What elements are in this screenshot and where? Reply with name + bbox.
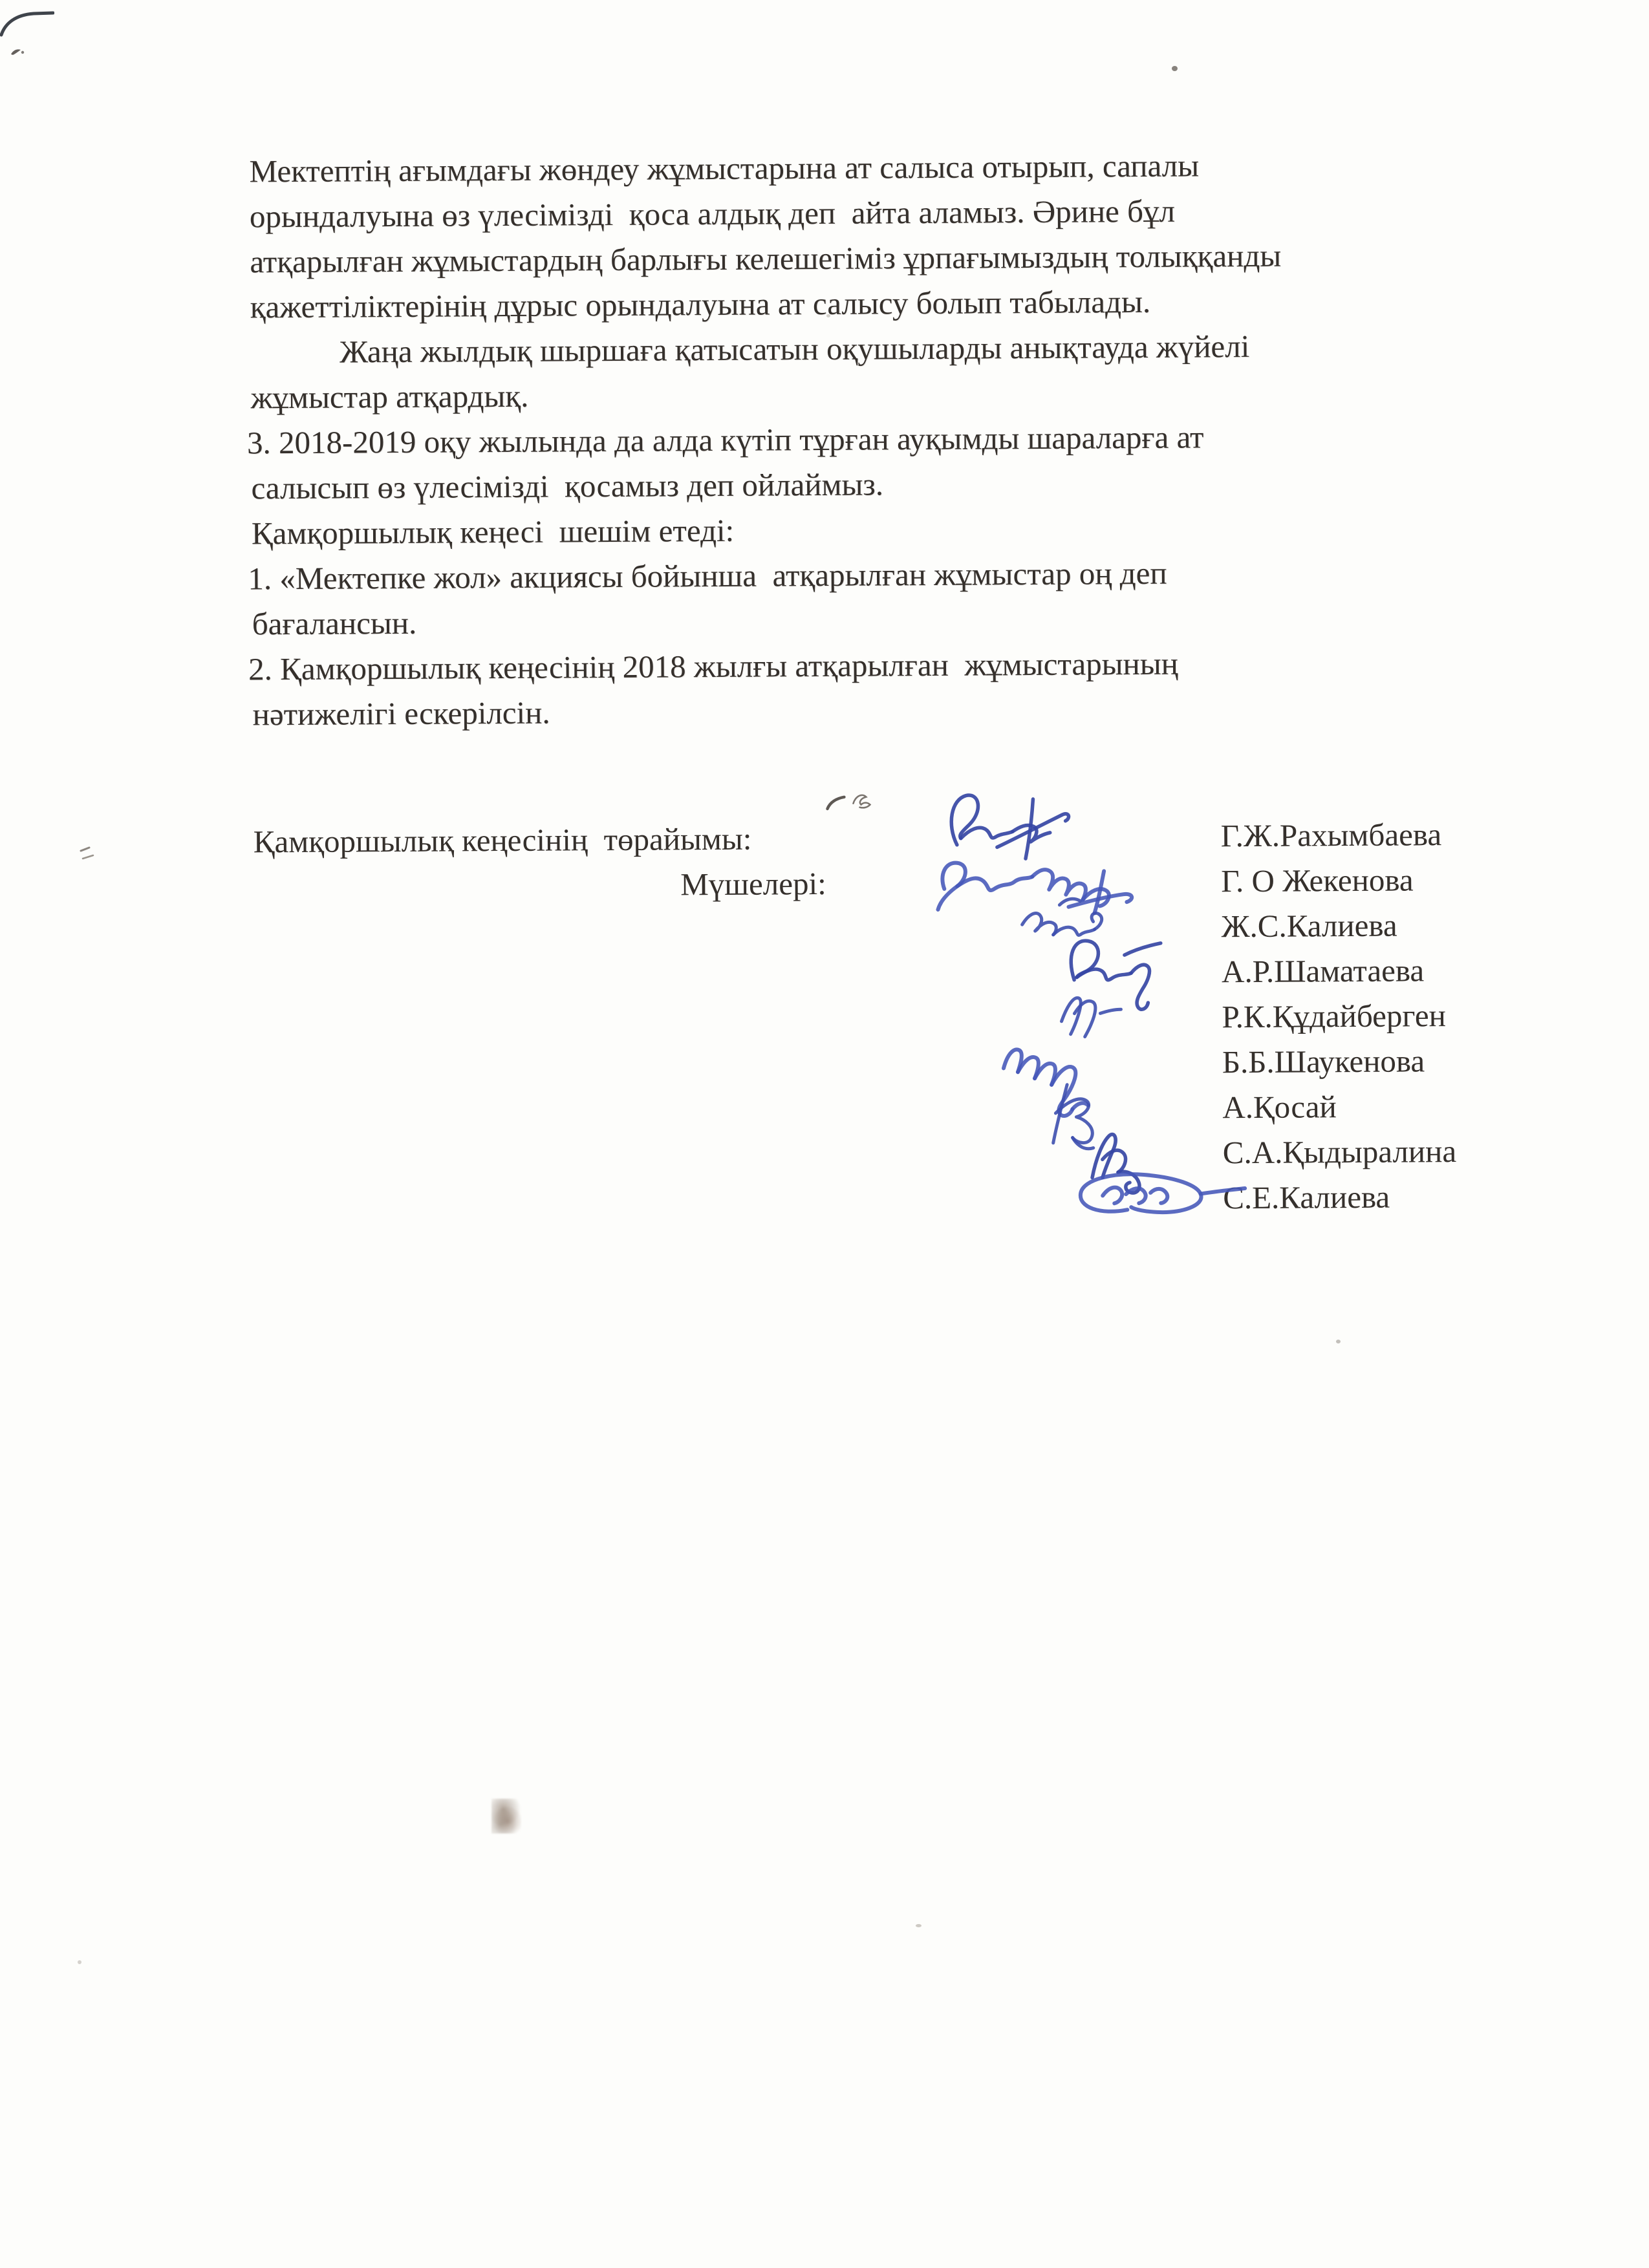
dot-artifact: [916, 1924, 921, 1927]
member-name: А.Қосай: [1222, 1089, 1337, 1126]
handwritten-signatures-ink: [906, 760, 1271, 1254]
body-line: салысып өз үлесімізді қосамыз деп ойлаймыз.: [251, 466, 884, 506]
signature-ink: [1061, 998, 1121, 1037]
signature-ink: [1071, 940, 1161, 1010]
signature-ink: [938, 862, 1132, 914]
body-line: атқарылған жұмыстардың барлығы келешегіміз ұрпағымыздың толыққанды: [250, 237, 1282, 280]
body-line: жұмыстар атқардық.: [250, 378, 529, 416]
body-line: 2. Қамқоршылық кеңесінің 2018 жылғы атқарылған жұмыстарының: [248, 645, 1179, 687]
signature-ink: [1092, 1134, 1139, 1193]
body-line: 1. «Мектепке жол» акциясы бойынша атқарылған жұмыстар оң деп: [248, 555, 1167, 597]
margin-mark-artifact: [79, 846, 101, 862]
smudge-artifact: [491, 1799, 521, 1834]
member-name: С.Е.Калиева: [1223, 1179, 1390, 1216]
dot-artifact: [1172, 66, 1178, 71]
member-name: Ж.С.Калиева: [1221, 907, 1397, 945]
signature-ink: [1053, 1084, 1094, 1149]
dot-artifact: [78, 1960, 81, 1964]
body-line: Қамқоршылық кеңесі шешім етеді:: [251, 512, 735, 551]
chair-label: Қамқоршылық кеңесінің төрайымы:: [253, 820, 752, 860]
body-line: Мектептің ағымдағы жөндеу жұмыстарына ат салыса отырып, сапалы: [249, 147, 1200, 189]
ink-speck-artifact: [9, 47, 26, 57]
body-line: 3. 2018-2019 оқу жылында да алда күтіп тұрған ауқымды шараларға ат: [246, 419, 1204, 461]
chair-name: Г.Ж.Рахымбаева: [1220, 817, 1442, 854]
signature-ink: [1004, 1049, 1088, 1117]
member-name: Г. О Жекенова: [1221, 862, 1414, 899]
scan-edge-artifact: [0, 5, 54, 39]
dot-artifact: [826, 314, 830, 317]
members-label: Мүшелері:: [680, 865, 826, 903]
signature-ink: [951, 795, 1069, 859]
body-line: орындалуына өз үлесімізді қоса алдық деп айта аламыз. Әрине бұл: [249, 193, 1176, 235]
signature-ink: [1081, 1173, 1245, 1213]
member-name: А.Р.Шаматаева: [1221, 952, 1425, 990]
member-name: С.А.Қыдыралина: [1222, 1133, 1457, 1171]
body-line: Жаңа жылдық шыршаға қатысатын оқушыларды анықтауда жүйелі: [339, 328, 1250, 370]
member-name: Б.Б.Шаукенова: [1222, 1043, 1425, 1080]
document-body: [246, 141, 1579, 738]
body-line: нәтижелігі ескерілсін.: [252, 694, 550, 733]
body-line: бағалансын.: [252, 604, 417, 642]
member-name: Р.К.Құдайберген: [1222, 998, 1447, 1035]
pencil-mark-artifact: [822, 786, 874, 819]
dot-artifact: [1336, 1340, 1341, 1343]
body-line: қажеттіліктерінің дұрыс орындалуына ат салысу болып табылады.: [250, 283, 1151, 325]
signature-ink: [1022, 899, 1101, 936]
